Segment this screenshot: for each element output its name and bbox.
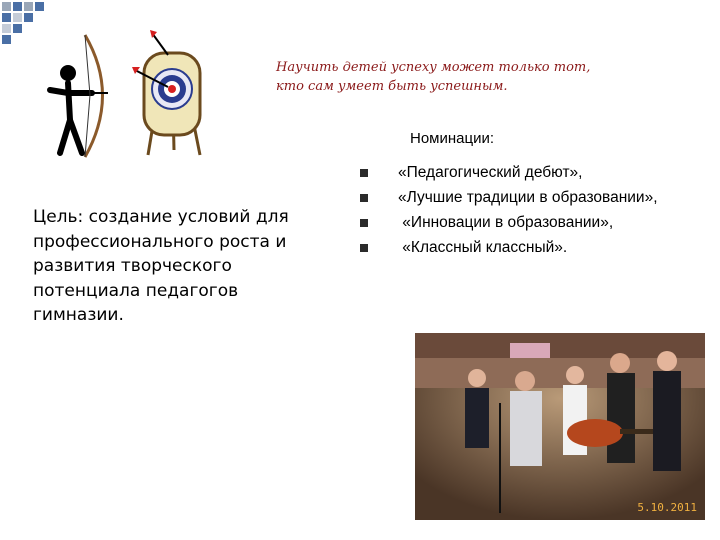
- list-item: [360, 237, 710, 259]
- nomination-label: «Инновации в образовании»,: [398, 214, 614, 231]
- goal-text: Цель: создание условий для профессионального роста и развития творческого потенциала педагогов гимназии.: [33, 207, 289, 325]
- nomination-label: «Лучшие традиции в образовании»,: [398, 189, 658, 206]
- nomination-label: «Классный классный».: [398, 239, 568, 256]
- list-item: [360, 212, 710, 234]
- quote-line-2: кто сам умеет быть успешным.: [276, 79, 508, 94]
- quote-line-1: Научить детей успеху может только тот,: [276, 60, 591, 75]
- list-item: [360, 162, 710, 184]
- photo-date-stamp: 5.10.2011: [637, 501, 697, 514]
- square-bullet-icon: [360, 194, 368, 202]
- square-bullet-icon: [360, 169, 368, 177]
- archer-with-target-icon: [40, 25, 220, 165]
- square-bullet-icon: [360, 244, 368, 252]
- photo-illustration: [415, 333, 705, 520]
- nomination-label: «Педагогический дебют»,: [398, 164, 583, 181]
- performance-photo: [415, 333, 705, 520]
- nominations-heading: Номинации:: [410, 130, 495, 147]
- list-item: [360, 187, 710, 209]
- square-bullet-icon: [360, 219, 368, 227]
- quote: [276, 58, 676, 96]
- nominations-list: [360, 162, 710, 262]
